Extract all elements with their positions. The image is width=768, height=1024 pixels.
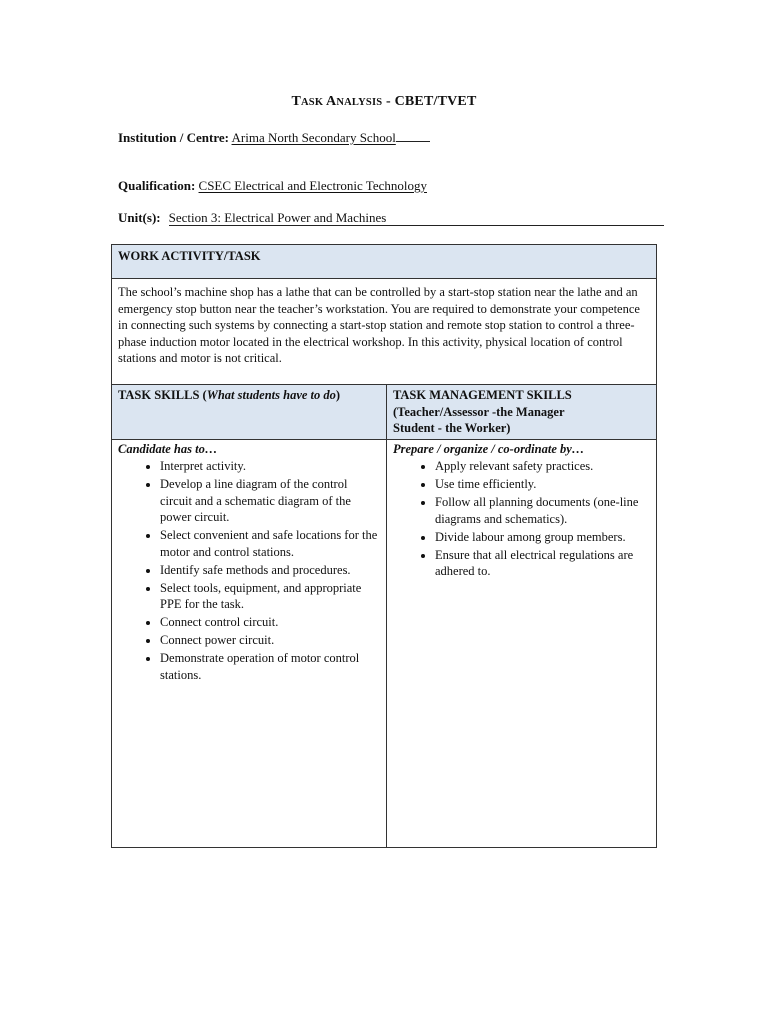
- page-title: TASK ANALYSIS - CBET/TVET: [291, 94, 477, 109]
- institution-underline: [396, 129, 430, 142]
- candidate-cell: [112, 439, 387, 847]
- list-item: • Select convenient and safe locations for the motor and control stations.: [160, 527, 380, 560]
- list-item: • Apply relevant safety practices.: [435, 458, 650, 475]
- list-item: • Divide labour among group members.: [435, 529, 650, 546]
- institution-label: Institution / Centre:: [118, 130, 229, 145]
- list-item: • Select tools, equipment, and appropriate PPE for the task.: [160, 580, 380, 613]
- list-item: • Connect power circuit.: [160, 632, 380, 649]
- unit-field: [118, 210, 664, 226]
- list-item: • Interpret activity.: [160, 458, 380, 475]
- candidate-heading: Candidate has to…: [118, 441, 218, 456]
- unit-value: Section 3: Electrical Power and Machines: [169, 211, 664, 226]
- prepare-cell: [387, 439, 657, 847]
- institution-value: Arima North Secondary School: [231, 130, 396, 145]
- task-skills-header: TASK SKILLS (What students have to do): [112, 385, 387, 440]
- qualification-field: [118, 178, 427, 194]
- qualification-value: CSEC Electrical and Electronic Technology: [198, 178, 427, 193]
- qualification-label: Qualification:: [118, 178, 196, 193]
- task-management-header: TASK MANAGEMENT SKILLS (Teacher/Assessor -the Manager Student - the Worker): [387, 385, 657, 440]
- list-item: • Demonstrate operation of motor control stations.: [160, 650, 380, 683]
- candidate-list: [118, 458, 380, 683]
- list-item: • Identify safe methods and procedures.: [160, 562, 380, 579]
- institution-field: [118, 129, 430, 146]
- task-table: [111, 244, 657, 848]
- prepare-heading: Prepare / organize / co-ordinate by…: [393, 441, 585, 456]
- prepare-list: [393, 458, 650, 580]
- list-item: • Use time efficiently.: [435, 476, 650, 493]
- unit-label: Unit(s):: [118, 210, 161, 225]
- work-activity-header: WORK ACTIVITY/TASK: [112, 245, 657, 279]
- list-item: • Develop a line diagram of the control circuit and a schematic diagram of the power circuit.: [160, 476, 380, 526]
- list-item: • Follow all planning documents (one-line diagrams and schematics).: [435, 494, 650, 527]
- work-activity-description: The school’s machine shop has a lathe that can be controlled by a start-stop station near the lathe and an emergency stop button near the teacher’s workstation. You are required to demonstrate your competence in connecting such systems by connecting a start-stop station and remote stop station to control a three-phase induction motor located in the electrical workshop. In this activity, physical location of control stations and motor is not critical.: [112, 279, 657, 385]
- list-item: • Connect control circuit.: [160, 614, 380, 631]
- list-item: • Ensure that all electrical regulations are adhered to.: [435, 547, 650, 580]
